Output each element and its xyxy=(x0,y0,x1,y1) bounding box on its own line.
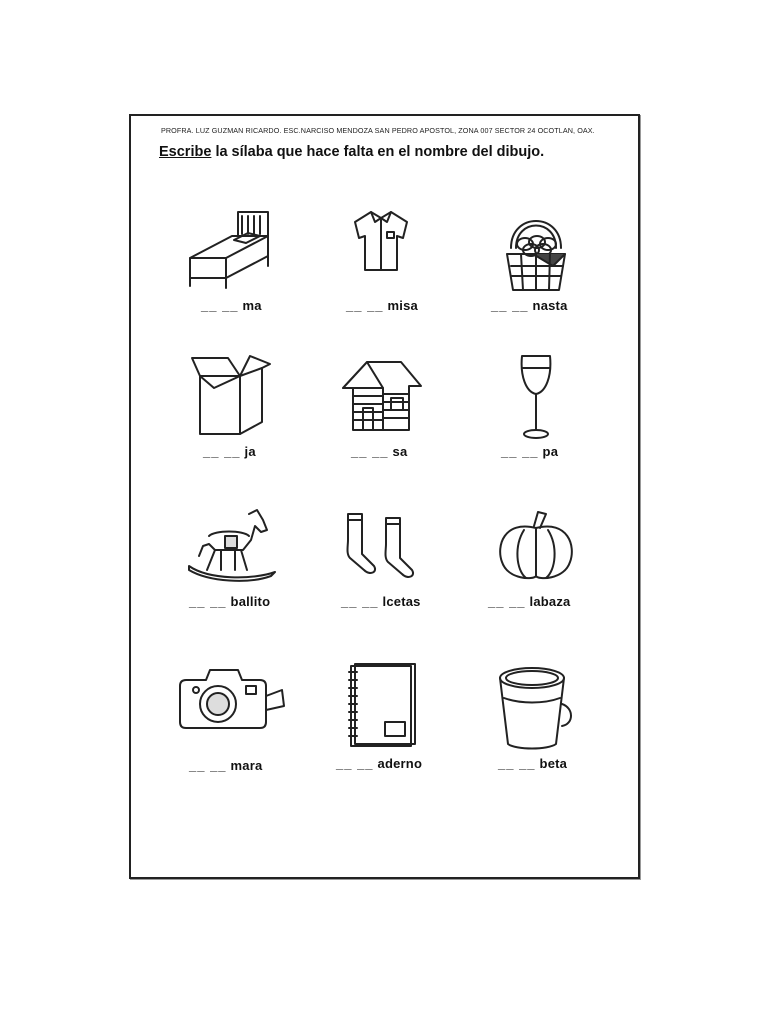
word-misa: __ __ misa xyxy=(346,298,418,313)
word-pa: __ __ pa xyxy=(501,444,559,459)
worksheet xyxy=(129,114,640,879)
box-icon xyxy=(190,352,272,437)
item-socks xyxy=(321,502,441,632)
word-ja: __ __ ja xyxy=(203,444,256,459)
camera-icon xyxy=(176,662,286,742)
wine-glass-icon xyxy=(516,352,556,442)
word-lcetas: __ __ lcetas xyxy=(341,594,421,609)
pumpkin-icon xyxy=(494,506,578,584)
word-labaza: __ __ labaza xyxy=(488,594,571,609)
bed-icon xyxy=(186,206,276,291)
item-shirt xyxy=(321,206,441,336)
word-nasta: __ __ nasta xyxy=(491,298,568,313)
instruction xyxy=(159,144,544,160)
instruction-text: la sílaba que hace falta en el nombre del dibujo. xyxy=(215,144,545,160)
instruction-verb: Escribe xyxy=(159,144,212,160)
basket-icon xyxy=(503,206,569,296)
item-camera xyxy=(171,662,291,792)
word-beta: __ __ beta xyxy=(498,756,568,771)
shirt-icon xyxy=(351,208,411,273)
item-notebook xyxy=(321,662,441,792)
item-basket xyxy=(476,206,596,336)
word-ma: __ __ ma xyxy=(201,298,262,313)
item-bucket xyxy=(476,662,596,792)
socks-icon xyxy=(340,510,422,582)
rocking-horse-icon xyxy=(185,506,277,586)
bucket-icon xyxy=(496,664,576,750)
item-wine-glass xyxy=(476,352,596,482)
author-line: PROFRA. LUZ GUZMAN RICARDO. ESC.NARCISO MENDOZA SAN PEDRO APOSTOL, ZONA 007 SECTOR 24 OCOTLAN, OAX. xyxy=(161,126,595,135)
item-rocking-horse xyxy=(171,502,291,632)
word-aderno: __ __ aderno xyxy=(336,756,423,771)
word-mara: __ __ mara xyxy=(189,758,263,773)
item-box xyxy=(171,352,291,482)
item-bed xyxy=(171,206,291,336)
word-sa: __ __ sa xyxy=(351,444,408,459)
house-icon xyxy=(339,358,423,434)
item-house xyxy=(321,352,441,482)
notebook-icon xyxy=(345,662,417,748)
item-pumpkin xyxy=(476,502,596,632)
word-ballito: __ __ ballito xyxy=(189,594,271,609)
